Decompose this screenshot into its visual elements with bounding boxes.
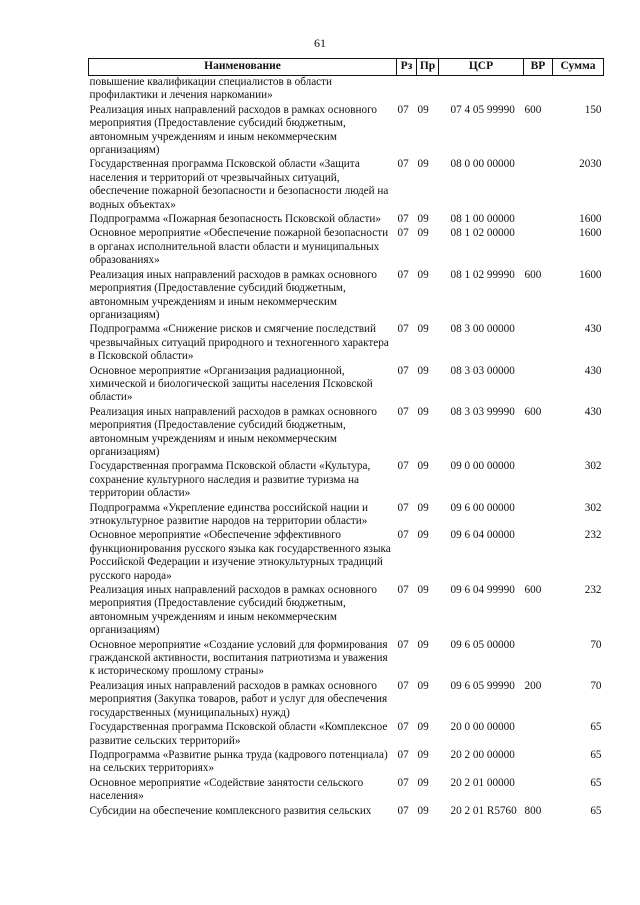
cell-pr: 09 (417, 103, 429, 116)
cell-sum: 430 (584, 364, 602, 377)
cell-sum: 430 (584, 405, 602, 418)
cell-name: Реализация иных направлений расходов в рамках основного мероприятия (Предоставление субсидий бюджетным, автономным учреждениям и иным некоммерческим организациям) (89, 268, 377, 321)
table-row (89, 749, 604, 777)
cell-rz: 07 (397, 721, 409, 734)
cell-name: Субсидии на обеспечение комплексного развития сельских (89, 804, 372, 817)
cell-sum: 2030 (579, 158, 602, 171)
cell-rz: 07 (397, 405, 409, 418)
cell-name: Реализация иных направлений расходов в рамках основного мероприятия (Предоставление субсидий бюджетным, автономным учреждениям и иным некоммерческим организациям) (89, 405, 377, 458)
cell-vr: 600 (524, 405, 542, 418)
table-row (89, 721, 604, 749)
cell-rz: 07 (397, 679, 409, 692)
cell-sum: 70 (590, 679, 602, 692)
table-row (89, 639, 604, 680)
header-vr: ВР (524, 59, 553, 76)
cell-name: Реализация иных направлений расходов в рамках основного мероприятия (Закупка товаров, работ и услуг для обеспечения государственных (муниципальных) нужд) (89, 679, 388, 719)
cell-name: Государственная программа Псковской области «Комплексное развитие сельских территорий» (89, 721, 388, 747)
cell-sum: 302 (584, 501, 602, 514)
cell-csr: 20 2 00 00000 (450, 748, 515, 761)
cell-rz: 07 (397, 804, 409, 817)
table-row (89, 460, 604, 501)
cell-rz: 07 (397, 364, 409, 377)
cell-rz: 07 (397, 460, 409, 473)
cell-vr: 600 (524, 103, 542, 116)
cell-pr: 09 (417, 804, 429, 817)
cell-pr: 09 (417, 638, 429, 651)
cell-csr: 08 3 00 00000 (450, 323, 515, 336)
cell-pr: 09 (417, 776, 429, 789)
cell-pr: 09 (417, 213, 429, 226)
cell-csr: 08 1 02 99990 (450, 268, 515, 281)
cell-pr: 09 (417, 268, 429, 281)
cell-vr: 200 (524, 679, 542, 692)
header-pr: Пр (417, 59, 439, 76)
cell-name: Государственная программа Псковской области «Культура, сохранение культурного наследия и развитие туризма на территории области» (89, 460, 371, 500)
cell-csr: 09 6 00 00000 (450, 501, 515, 514)
cell-vr: 600 (524, 268, 542, 281)
cell-sum: 65 (590, 776, 602, 789)
cell-csr: 09 6 05 99990 (450, 679, 515, 692)
cell-vr (524, 323, 553, 364)
table-row (89, 323, 604, 364)
cell-pr: 09 (417, 158, 429, 171)
cell-sum: 65 (590, 804, 602, 817)
cell-name: Основное мероприятие «Содействие занятости сельского населения» (89, 776, 364, 803)
cell-rz: 07 (397, 158, 409, 171)
cell-name: Основное мероприятие «Обеспечение пожарной безопасности в органах исполнительной власти области и муниципальных образованиях» (89, 227, 389, 267)
cell-rz: 07 (397, 584, 409, 597)
cell-csr: 09 6 04 00000 (450, 529, 515, 542)
cell-csr: 09 0 00 00000 (450, 460, 515, 473)
cell-name: Реализация иных направлений расходов в рамках основного мероприятия (Предоставление субсидий бюджетным, автономным учреждениям и иным некоммерческим организациям) (89, 103, 377, 157)
page-number: 61 (314, 36, 326, 50)
table-row (89, 104, 604, 159)
cell-rz: 07 (397, 638, 409, 651)
cell-csr: 08 1 02 00000 (450, 227, 515, 240)
cell-name: Основное мероприятие «Организация радиационной, химической и биологической защиты населения Псковской области» (89, 364, 373, 404)
cell-sum: 302 (584, 460, 602, 473)
cell-pr: 09 (417, 460, 429, 473)
table-row (89, 158, 604, 213)
cell-pr: 09 (417, 227, 429, 240)
cell-csr: 09 6 05 00000 (450, 638, 515, 651)
cell-vr (524, 749, 553, 777)
cell-name: Государственная программа Псковской области «Защита населения и территорий от чрезвычайных ситуаций, обеспечение пожарной безопасности и безопасности людей на водных объектах» (89, 158, 389, 211)
table-row (89, 529, 604, 584)
cell-vr (524, 721, 553, 749)
cell-csr: 08 0 00 00000 (450, 158, 515, 171)
cell-vr (524, 158, 553, 213)
budget-table (88, 58, 604, 819)
cell-csr: 08 3 03 00000 (450, 364, 515, 377)
cell-vr (524, 76, 553, 104)
header-sum: Сумма (553, 59, 604, 76)
cell-name: Основное мероприятие «Создание условий для формирования гражданской активности, воспитания патриотизма и уважения к историческому прошлому страны» (89, 638, 388, 678)
cell-csr: 07 4 05 99990 (450, 103, 515, 116)
cell-rz: 07 (397, 103, 409, 116)
table-row (89, 777, 604, 805)
cell-name: Подпрограмма «Снижение рисков и смягчение последствий чрезвычайных ситуаций природного и техногенного характера в Псковской области» (89, 323, 389, 363)
cell-rz: 07 (397, 776, 409, 789)
cell-sum: 65 (590, 721, 602, 734)
cell-pr: 09 (417, 501, 429, 514)
table-row (89, 584, 604, 639)
table-header-row (89, 59, 604, 76)
table-row (89, 406, 604, 461)
cell-rz: 07 (397, 213, 409, 226)
table-row (89, 805, 604, 819)
cell-pr: 09 (417, 584, 429, 597)
table-row (89, 227, 604, 268)
cell-name: Основное мероприятие «Обеспечение эффективного функционирования русского языка как государственного языка Российской Федерации и изучение этнокультурных традиций русского народа» (89, 529, 391, 582)
table-body (89, 76, 604, 819)
cell-sum: 1600 (579, 227, 602, 240)
cell-pr: 09 (417, 721, 429, 734)
table-row (89, 269, 604, 324)
cell-vr (524, 213, 553, 227)
cell-sum: 150 (584, 103, 602, 116)
table-row (89, 76, 604, 104)
cell-vr (524, 365, 553, 406)
cell-csr: 09 6 04 99990 (450, 584, 515, 597)
cell-rz: 07 (397, 501, 409, 514)
cell-csr: 20 0 00 00000 (450, 721, 515, 734)
cell-rz: 07 (397, 227, 409, 240)
cell-rz (397, 76, 417, 104)
table-row (89, 365, 604, 406)
cell-pr (417, 76, 439, 104)
cell-sum: 70 (590, 638, 602, 651)
cell-vr (524, 227, 553, 268)
cell-name: Реализация иных направлений расходов в рамках основного мероприятия (Предоставление субсидий бюджетным, автономным учреждениям и иным некоммерческим организациям) (89, 584, 377, 637)
cell-sum: 1600 (579, 213, 602, 226)
cell-rz: 07 (397, 268, 409, 281)
cell-rz: 07 (397, 323, 409, 336)
cell-pr: 09 (417, 529, 429, 542)
cell-pr: 09 (417, 364, 429, 377)
header-name: Наименование (89, 59, 397, 76)
cell-rz: 07 (397, 529, 409, 542)
header-rz: Рз (397, 59, 417, 76)
cell-pr: 09 (417, 679, 429, 692)
cell-vr: 600 (524, 584, 542, 597)
cell-csr: 08 3 03 99990 (450, 405, 515, 418)
cell-csr (439, 76, 524, 104)
cell-sum: 232 (584, 529, 602, 542)
cell-rz: 07 (397, 748, 409, 761)
cell-vr (524, 777, 553, 805)
header-csr: ЦСР (439, 59, 524, 76)
cell-sum (553, 76, 604, 104)
cell-sum: 1600 (579, 268, 602, 281)
cell-vr: 800 (524, 804, 542, 817)
cell-vr (524, 502, 553, 530)
cell-vr (524, 460, 553, 501)
cell-pr: 09 (417, 323, 429, 336)
table-row (89, 213, 604, 227)
cell-sum: 430 (584, 323, 602, 336)
cell-csr: 08 1 00 00000 (450, 213, 515, 226)
cell-sum: 232 (584, 584, 602, 597)
cell-csr: 20 2 01 00000 (450, 776, 515, 789)
table-row (89, 502, 604, 530)
cell-csr: 20 2 01 R5760 (450, 804, 517, 817)
cell-name: повышение квалификации специалистов в области профилактики и лечения наркомании» (89, 76, 333, 102)
cell-name: Подпрограмма «Укрепление единства российской нации и этнокультурное развитие народов на территории области» (89, 501, 369, 527)
cell-sum: 65 (590, 748, 602, 761)
cell-name: Подпрограмма «Пожарная безопасность Псковской области» (89, 213, 381, 226)
cell-pr: 09 (417, 405, 429, 418)
cell-name: Подпрограмма «Развитие рынка труда (кадрового потенциала) на сельских территориях» (89, 748, 388, 775)
cell-vr (524, 529, 553, 584)
table-row (89, 680, 604, 721)
cell-vr (524, 639, 553, 680)
cell-pr: 09 (417, 748, 429, 761)
